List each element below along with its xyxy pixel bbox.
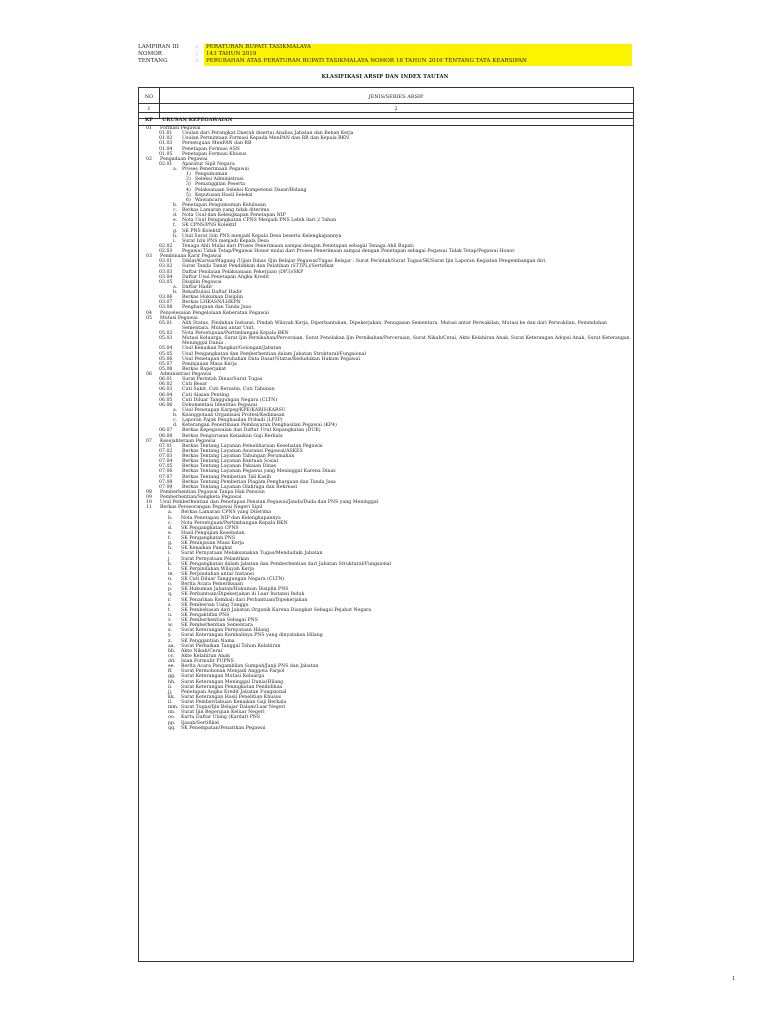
item-code: a. [173,407,178,413]
header-separator: : [196,51,198,58]
item-text: Usul Penetapan Perubahan Data Dasar/Status/Kedudukan Hukum Pegawai [182,356,361,362]
item-text: Berkas LHKASN/LHKPN [182,300,241,306]
item-code: mm. [168,705,179,711]
item-code: 07.09 [159,484,173,490]
item-text: Surat Permohonan Menjadi Anggota Parpol [181,669,285,675]
header-separator: : [196,44,198,50]
header-value: 143 TAHUN 2019 [204,51,632,58]
column-header-jenis: JENIS/SERIES ARSIP [368,94,424,100]
item-text: Usul Surat Izin PNS menjadi Kepala Desa beserta Kelengkapannya [182,233,342,239]
header-row-tentang [138,58,632,65]
item-code: 06.02 [159,382,173,388]
header-value: PERUBAHAN ATAS PERATURAN BUPATI TASIKMALAYA NOMOR 18 TAHUN 2016 TENTANG TATA KEARSIPAN [204,58,632,65]
item-text: Berkas Hukuman Disiplin [182,295,243,301]
item-text: Berkas Lamaran yang tidak diterima [182,208,270,213]
item-code: t. [168,607,172,613]
item-text: Usul Kenaikan Pangkat/Golongan/Jabatan [182,346,282,352]
item-text: Pemberhentian/Sengketa Pegawai [160,495,242,500]
item-text: SK CPNS/PNS Kolektif [182,223,237,229]
item-text: Diklat/Kursus/Magang /Ujian Dinas /Ijin Belajar Pegawai/Tugas Belajar : Surat Perintah/Surat Tugas/SK/Surat Ijin Laporan Kegiatan Pengembangan diri. [182,259,547,265]
item-code: bb. [168,648,176,654]
item-text: SK Perpindahan antar Instansi [181,571,254,577]
item-text: Akte Kelahiran Anak [181,653,230,659]
item-code: 3) [186,182,191,188]
item-code: 03.03 [159,269,173,275]
item-text: Surat Tanda Tamat Pendidikan dan Pelatihan (STTPL)/Sertifikat [182,264,334,270]
item-code: 08 [146,489,152,495]
item-code: 05.04 [159,346,173,352]
item-code: i. [168,551,171,557]
item-text: Aparatur Sipil Negara [182,161,235,167]
item-code: n. [168,577,173,582]
item-text: Laporan Pajak Penghasilan Pribadi (LP2P) [182,418,283,424]
item-text: SK Pemberhentian Sebagai PNS [181,618,258,623]
column-header-no: NO [144,94,154,100]
item-text: Berkas Tentang Pemberian Tali Kasih [182,474,271,480]
item-code: 01.04 [159,146,173,152]
item-text: Isian Formulir PUPNS [181,659,234,664]
item-code: i. [173,238,176,244]
item-code: w. [168,623,173,629]
item-code: y. [168,633,172,639]
item-code: 03.04 [159,274,173,280]
item-text: Berkas Tentang Pemberian Piagam Penghargaan dan Tanda Jasa [182,479,336,485]
item-code: d. [173,213,178,219]
item-text: Formasi Pegawai [160,126,201,131]
section-title: URUSAN KEPEGAWAIAN [162,117,233,123]
item-code: u. [168,612,173,618]
item-text: Nota Penetapan NIP dan Kelengkapannya [181,515,281,521]
item-code: 03.08 [159,305,173,311]
item-text: SK Pemberhentian Sementara [181,623,253,629]
item-code: x. [168,628,173,634]
item-code: p. [168,587,173,593]
item-text: SK Perbantuan/Dipekerjakan di Luar Instansi Induk [181,592,305,598]
item-code: pp. [168,720,176,726]
item-code: 03.02 [159,264,173,270]
item-text: Penetapan Formasi Khusus [182,151,247,157]
item-code: h. [173,233,178,239]
item-text: Surat Tugas/Ijin Belajar Dalam/Luar Negeri [181,705,286,711]
column-number-2: 2 [394,106,398,112]
item-code: e. [168,530,173,536]
item-text: Nota Persetujuan/Pertimbangan Kepala BKN [182,331,289,336]
item-code: 03.07 [159,300,173,306]
item-code: 05.01 [159,320,173,326]
item-text: SK Peninjauan Masa Kerja [181,541,244,547]
item-text: Berkas Baperjakat [182,366,227,372]
item-text: Penetapan Formasi ASN [182,146,240,152]
item-text: Administrasi Pegawai [160,372,212,377]
item-code: z. [168,638,172,644]
item-text: Tenaga Ahli Mulai dari Proses Penerimaan sampai dengan Penetapan sebagai Tenaga Ahli Bupati [182,243,414,249]
item-text: Penghargaan dan Tanda Jasa [182,305,251,311]
item-code: 07.08 [159,479,173,485]
item-code: j. [168,556,171,562]
item-text: SK Hukuman Jabatan/Hukuman Disiplin PNS [181,587,289,593]
item-code: 07.04 [159,459,173,465]
item-text: SK Pengangkatan PNS [181,536,236,541]
list-item [140,336,630,346]
item-code: g. [168,541,173,547]
item-text: SK Pengaktifan PNS [181,612,230,618]
item-text: Dokumentasi Identitas Pegawai [182,402,258,408]
item-text: Mutasi Pegawai [160,315,198,321]
item-text: Surat Pernyataan Melaksanakan Tugas/Menduduki Jabatan [181,551,323,557]
item-code: 05.02 [159,331,173,336]
item-text: Berkas Tentang Layanan Pakaian Dinas [182,464,277,470]
item-text: Berkas Tentang Layanan Asuransi Pegawai/ASKES [182,448,303,454]
item-code: 07.03 [159,454,173,459]
item-text: Pemberhentian Pegawai Tanpa Hak Pensiun [160,489,265,495]
section-code: KP [144,117,154,123]
item-code: 01.01 [159,131,173,137]
item-text: Berkas Tentang Layanan Pegawai yang Meninggal Karena Dinas [182,469,336,475]
item-text: Pengadaan Pegawai [160,156,208,162]
item-code: 07.06 [159,469,173,475]
item-code: 01.02 [159,136,173,142]
item-text: Berkas Perseorangan Pegawai Negeri Sipil [160,505,263,511]
item-text: Berkas Kepegawaian dan Daftar Urut Kepangkatan (DUK) [182,428,321,434]
item-text: Pemanggilan Peserta [195,182,246,188]
item-text: Usulan Permintaan Formasi Kepada MenPAN dan RB dan Kepala BKN [182,136,350,142]
item-code: cc. [168,653,175,659]
header-row-nomor [138,51,632,58]
item-text: Surat Keterangan Pernyataan Hilang [181,628,270,634]
item-code: 03.05 [159,279,173,285]
item-text: SK Penggantian Nama [181,638,235,644]
item-code: 02.03 [159,249,173,254]
item-code: 2) [186,177,191,183]
item-text: Berkas Tentang Layanan Bantuan Sosial [182,459,279,465]
item-text: Wawancara [195,197,223,203]
item-code: 06.07 [159,428,173,434]
item-code: 07.02 [159,448,173,454]
item-text: Rekafitulasi Daftar Hadir [182,290,242,295]
item-code: k. [168,561,173,567]
item-text: Cuti Diluar Tanggungan Negara (CLTN) [182,397,278,403]
document-title: KLASIFIKASI ARSIP DAN INDEX TAUTAN [321,74,449,80]
item-code: 07 [146,438,152,444]
item-text: Surat Keterangan Mutasi Keluarga [181,674,265,680]
item-code: gg. [168,674,176,680]
item-code: s. [168,602,172,608]
item-code: 06.03 [159,387,173,393]
item-code: 02 [146,156,152,162]
item-code: 07.07 [159,474,173,480]
item-code: 05.03 [159,336,173,342]
item-code: c. [173,418,178,424]
item-text: Persetujuan MenPAN dan RB [182,141,252,147]
item-text: Surat Keterangan Kembalinya PNS yang dinyatakan Hilang [181,633,323,639]
item-code: a. [173,167,178,172]
item-text: Berkas Tentang Layanan Olahraga dan Rekreasi [182,484,298,490]
item-code: kk. [168,694,176,700]
item-text: Surat Ijin Bepergian Keluar Negeri [181,710,265,716]
classification-list [140,126,630,731]
item-text: Surat Keterangan Meninggal Dunia/Hilang [181,679,284,685]
item-code: h. [168,546,173,552]
item-text: Keanggotaan Organisasi Profesi/Kedinasan [182,413,285,418]
item-code: 06.05 [159,397,173,403]
item-code: oo. [168,715,176,721]
item-code: 07.01 [159,443,173,449]
item-text: Usul Pengangkatan dan Pemberhentian dalam Jabatan Struktural/Fungsional [182,351,366,357]
item-code: a. [168,510,173,516]
item-text: Berita Acara Pengambilan Sumpah/Janji PNS dan Jabatan [181,664,319,670]
item-code: b. [173,202,178,208]
item-text: Pembinaan Karir Pegawai [160,254,222,260]
item-code: r. [168,597,172,603]
item-code: l. [168,566,171,572]
item-text: Cuti Alasan Penting [182,392,230,398]
header-label: TENTANG [138,58,168,65]
item-code: dd. [168,659,176,664]
item-code: 05.07 [159,361,173,367]
item-code: a. [173,284,178,290]
item-code: 4) [186,187,191,193]
item-text: Berkas Tentang Layanan Tabungan Perumahan [182,454,295,459]
item-text: Keputusan Hasil Seleksi [195,192,253,198]
item-code: d. [173,423,178,429]
item-text: SK Cuti Diluar Tanggungan Negara (CLTN) [181,577,285,582]
item-text: SK Perpindahan Wilayah Kerja [181,566,254,572]
table-rule [139,103,633,104]
item-code: 06.01 [159,377,173,383]
item-text: Pelaksanaan Seleksi Kompetensi Dasar/Bidang [195,187,307,193]
item-code: o. [168,582,173,588]
item-text: Seleksi Administrasi [195,177,244,183]
header-label: LAMPIRAN III [138,44,180,50]
item-code: 06.08 [159,433,173,439]
list-item [140,321,630,331]
header-value: PERATURAN BUPATI TASIKMALAYA [204,44,632,51]
item-text: SK Pemberian Uang Tunggu [181,602,249,608]
item-text: Surat Pemberitahuan Kenaikan Gaji Berkala [181,700,287,705]
item-text: SK Pembebasan dari Jabatan Organik Karena Diangkat Sebagai Pejabat Negara [181,607,372,613]
item-text: SK Penarikan Kembali dari Perbantuan/Dipekerjakan [181,597,308,603]
item-code: 03.01 [159,259,173,265]
item-text: Berkas Lamaran CPNS yang Diterima [181,510,272,516]
item-code: 10 [146,500,152,506]
item-code: c. [168,520,173,526]
item-text: Kesejahteraan Pegawai [160,438,216,444]
item-code: d. [168,525,173,531]
item-text: Daftar Hadir [182,284,213,290]
item-text: SK Pengangkatan dalam jabatan dan Pemberhentian dari Jabatan Struktural/Fungsional [181,561,392,567]
item-text: Berita Acara Pemeriksaan [181,582,243,588]
item-code: v. [168,618,172,623]
item-code: 03.06 [159,295,173,301]
item-code: jj. [168,689,173,695]
item-code: 06 [146,372,152,377]
letter-header [138,44,632,66]
item-text: Daftar Penilaian Pelaksanaan Pekerjaan (DP3)/SKP [182,269,304,275]
header-row-lampiran [138,44,632,51]
item-text: SK Pengangkatan CPNS [181,525,239,531]
item-text: Ijasah/Sertifikat [181,720,220,726]
item-code: b. [173,290,178,295]
item-text: SK PNS Kolektif [182,228,221,234]
item-text: Berkas Tentang Layanan Pemeliharaan Kesehatan Pegawai [182,443,323,449]
item-code: 09 [146,495,152,500]
item-text: Daftar Usul Penetapan Angka Kredit [182,274,269,280]
item-text: Penyelesaian Pengelolaan Keberatan Pegawai [160,310,269,316]
item-text: Surat Perbaikan Tanggal Tahun Kelahiran [181,643,281,649]
item-text: Akte Nikah/Cerai [181,648,223,654]
item-text: Cuti Besar [182,382,208,388]
item-code: 01.05 [159,151,173,157]
item-text: SK Penempatan/Penarikan Pegawai [181,725,266,731]
item-text: Disiplin Pegawai [182,279,222,285]
item-text: Usul Pemberhentian dan Penetapan Pensiun Pegawai/Janda/Duda dan PNS yang Meninggal [160,500,379,506]
item-code: e. [173,218,178,224]
item-code: q. [168,592,173,598]
item-code: 05 [146,315,152,321]
item-text: Nota Usul Pengangkatan CPNS Menjadi PNS Lebih dari 2 Tahun [182,218,337,224]
item-code: m. [168,571,174,577]
item-code: qq. [168,725,176,731]
item-code: 01.03 [159,141,173,147]
item-text: Penetapan Pengumuman Kelulusan [182,202,266,208]
item-text: Mutasi Keluarga, Surat Ijin Pernikahan/Perceraian, Surat Penolakan Ijin Pernikahan/Perceraian, Surat Nikah/Cerai, Akte Kelahiran Anak, Surat Keterangan Adopsi Anak, Surat Keterangan Meninggal Dunia . [182,336,630,347]
item-code: 05.08 [159,366,173,372]
item-code: ff. [168,669,173,675]
item-text: Keterangan Penerimaan Pembayaran Penghasilan Pegawai (KP4) [182,423,337,429]
item-code: b. [173,413,178,418]
item-text: Berkas Pengurusan Kenaikan Gaji Berkala [182,433,283,439]
item-text: Usulan dari Perangkat Daerah disertai Analisa Jabatan dan Beban Kerja [182,131,354,137]
item-text: Usul Penetapan Karpeg/KPE/KARIS/KARSU [182,407,286,413]
item-text: Kartu Daftar Ulang (Kardaf) PNS [181,715,261,721]
item-code: ll. [168,700,173,705]
item-text: Surat Keterangan Hasil Penelitian Khusus [181,694,282,700]
item-text: Proses Penerimaan Pegawai [182,167,249,172]
table-rule [139,112,633,113]
item-code: 11 [146,505,152,511]
item-code: 05.06 [159,356,173,362]
item-text: Nota Usul dan Kelengkapan Penetapan NIP [182,213,286,219]
item-text: Surat Pernyataan Pelantikan [181,556,250,562]
item-text: Nota Persetujuan/Pertimbangan Kepala BKN [181,520,288,526]
item-code: ee. [168,664,176,670]
column-number-1: 1 [147,106,151,112]
item-code: hh. [168,679,176,685]
item-text: Pengumuman [195,172,228,178]
item-code: aa. [168,643,176,649]
item-text: Peninjauan Masa Kerja [182,361,237,367]
item-code: 06.04 [159,392,173,398]
item-code: 06.06 [159,402,173,408]
item-text: Cuti Sakit, Cuti Bersalin, Cuti Tahunan [182,387,275,393]
item-code: 6) [186,197,191,203]
header-separator: : [196,58,198,65]
item-text: Alih Status, Pindahan Instansi, Pindah Wilayah Kerja, Diperbantukan, Dipekerjakan, Penugasan Sementara, Mutasi antar Perwakilan, Mutasi ke dan dari Perwakilan, Pemindahan Sementara, Mutasi antar Unit. [182,320,607,331]
item-code: 5) [186,192,191,198]
header-label: NOMOR [138,51,163,58]
item-code: ii. [168,684,173,690]
item-text: Surat Izin PNS menjadi Kepala Desa [182,238,269,244]
item-code: f. [173,223,177,229]
item-code: c. [173,208,178,213]
item-code: 02.02 [159,243,173,249]
item-text: Pegawai Tidak Tetap/Pegawai Honor mulai dari Proses Penerimaan sampai dengan Penetapan sebagai Pegawai Tidak Tetap/Pegawai Honor [182,249,515,254]
item-code: 1) [186,172,191,178]
item-code: 03 [146,254,152,260]
item-code: g. [173,228,178,234]
item-code: f. [168,536,172,541]
item-text: Surat Perintah Dinas/Surat Tugas [182,377,263,383]
item-text: Hasil Pengujian Kesehatan [181,530,245,536]
item-code: 05.05 [159,351,173,357]
item-text: Surat Keterangan Peningkatan Pendidikan [181,684,283,690]
item-text: Penetapan Angka Kredit Jabatan Fungsional [181,689,287,695]
list-item [140,726,630,731]
page-number: 1 [732,976,736,982]
item-code: 04 [146,310,152,316]
item-code: b. [168,515,173,521]
item-code: 01 [146,126,152,131]
item-text: SK Kenaikan Pangkat [181,546,233,552]
item-code: 02.01 [159,161,173,167]
item-code: 07.05 [159,464,173,470]
item-code: nn. [168,710,176,716]
